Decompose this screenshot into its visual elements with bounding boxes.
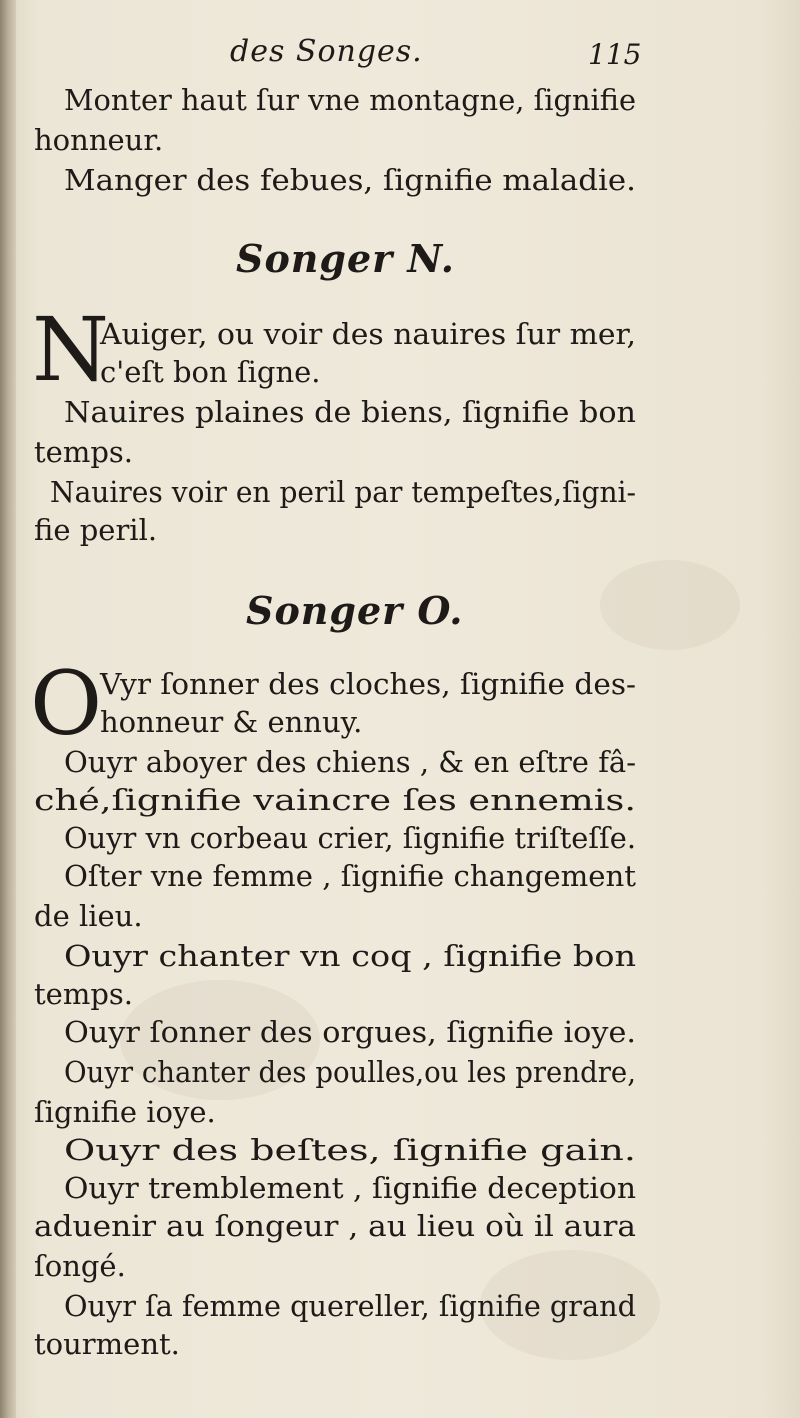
text-line: Vyr ſonner des cloches, ſignifie des-	[100, 667, 636, 701]
text-line: Ouyr des beſtes, ſignifie gain.	[64, 1133, 636, 1167]
text-line: Manger des febues, ſignifie maladie.	[64, 163, 636, 197]
text-line: fie peril.	[34, 513, 158, 547]
text-line: Auiger, ou voir des nauires ſur mer,	[100, 317, 637, 351]
text-line: Nauires voir en peril par tempeſtes,ſigni-	[50, 475, 637, 509]
text-line: temps.	[34, 435, 133, 469]
dropcap-n: N	[32, 298, 109, 401]
text-line: de lieu.	[34, 899, 143, 933]
text-line: Ouyr chanter vn coq , ſignifie bon	[64, 939, 637, 973]
page-number: 115	[588, 38, 642, 71]
text-line: honneur.	[34, 123, 164, 157]
text-line: honneur & ennuy.	[100, 705, 363, 739]
text-line: Monter haut ſur vne montagne, ſignifie	[64, 83, 636, 117]
text-line: ché,ſignifie vaincre ſes ennemis.	[34, 783, 636, 817]
section-heading-n: Songer N.	[236, 236, 455, 281]
text-line: Ouyr vn corbeau crier, ſignifie triſteſſe.	[64, 821, 637, 855]
text-line: temps.	[34, 977, 133, 1011]
text-line: Ouyr aboyer des chiens , & en eſtre fâ-	[64, 745, 637, 779]
text-line: Ouyr ſa femme quereller, ſignifie grand	[64, 1289, 636, 1323]
text-line: Nauires plaines de biens, ſignifie bon	[64, 395, 636, 429]
binding-gutter	[0, 0, 16, 1418]
text-line: Ouyr chanter des poulles,ou les prendre,	[64, 1055, 636, 1089]
text-line: Ouyr tremblement , ſignifie deception	[64, 1171, 637, 1205]
text-line: c'eſt bon ſigne.	[100, 355, 321, 389]
text-line: ſignifie ioye.	[34, 1095, 216, 1129]
text-line: ſongé.	[34, 1249, 126, 1283]
text-line: Oſter vne femme , ſignifie changement	[64, 859, 636, 893]
paper-stain	[600, 560, 740, 650]
text-line: Ouyr ſonner des orgues, ſignifie ioye.	[64, 1015, 637, 1049]
text-line: tourment.	[34, 1327, 180, 1361]
text-line: aduenir au ſongeur , au lieu où il aura	[34, 1209, 637, 1243]
running-head: des Songes.	[230, 34, 423, 69]
dropcap-o: O	[30, 652, 103, 755]
section-heading-o: Songer O.	[246, 588, 464, 633]
